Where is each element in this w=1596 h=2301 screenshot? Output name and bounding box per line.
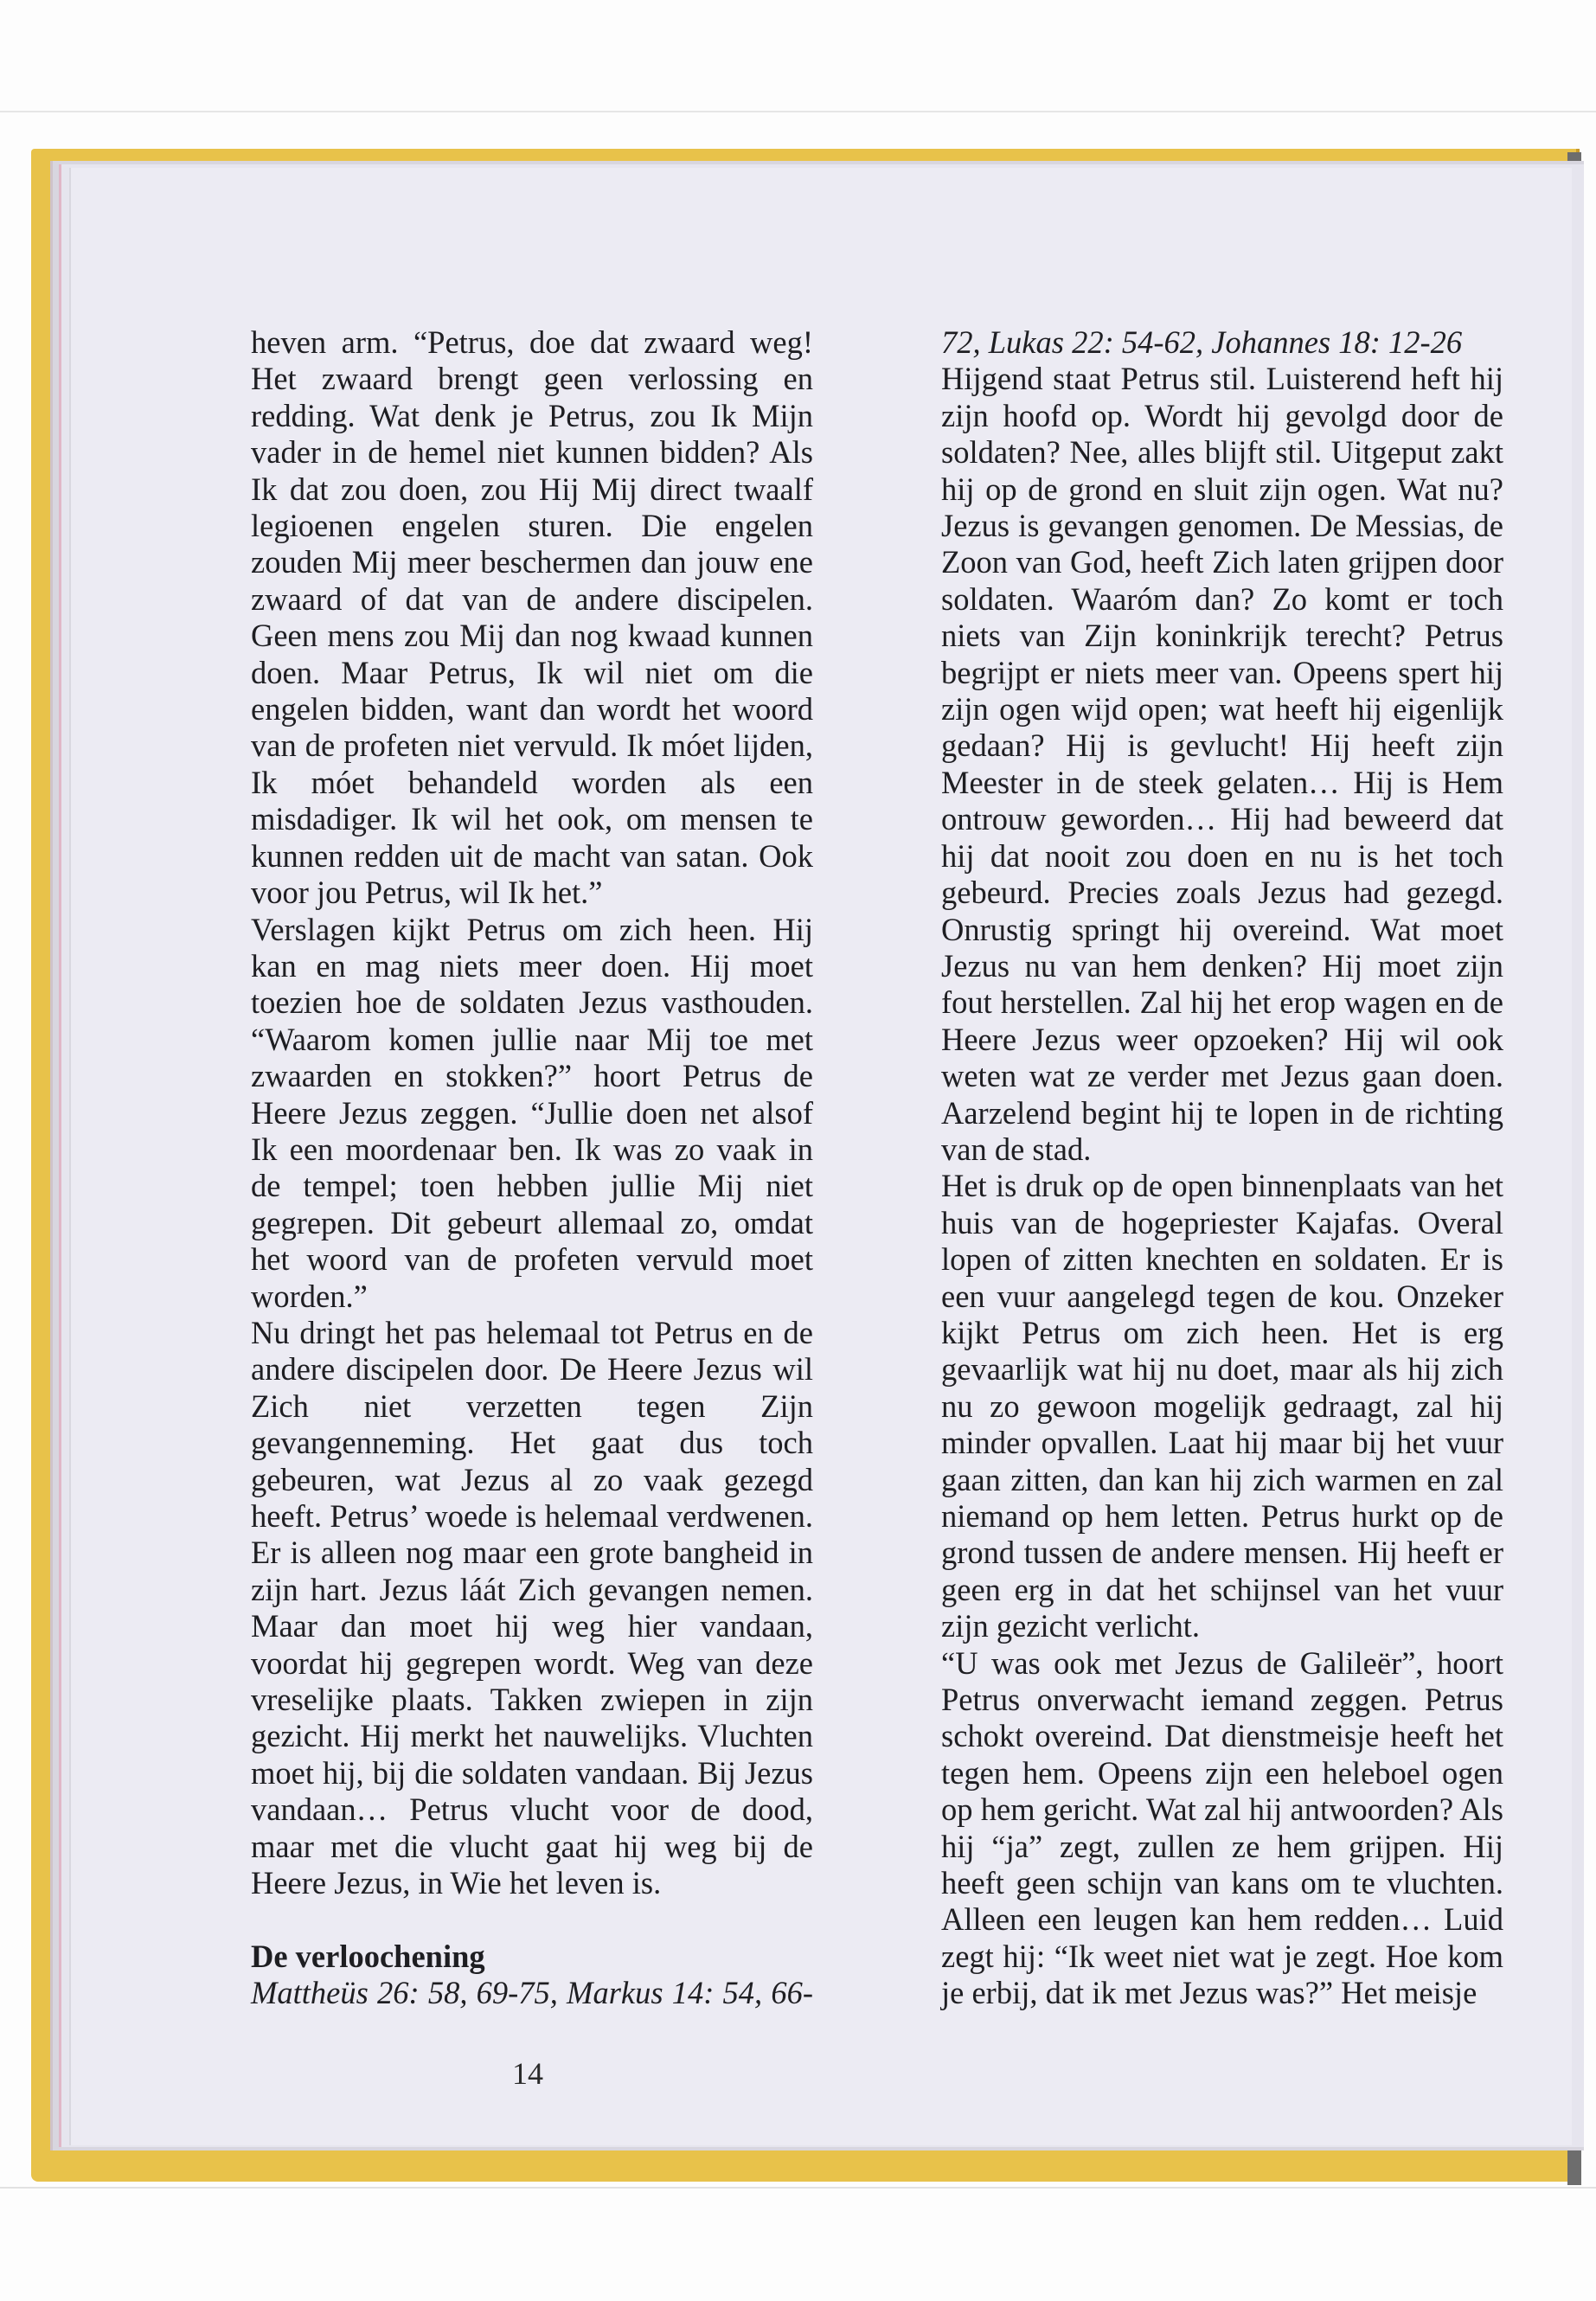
left-paragraph-2: Verslagen kijkt Petrus om zich heen. Hij kan en mag niets meer doen. Hij moet toezien hoe de soldaten Jezus vasthouden. “Waarom komen jullie naar Mij toe met zwaarden en stokken?” hoort Petrus de Heere Jezus zeggen. “Jullie doen net alsof Ik een moordenaar ben. Ik was zo vaak in de tempel; toen hebben jullie Mij niet gegrepen. Dit gebeurt allemaal zo, omdat het woord van de profeten vervuld moet worden.” xyxy=(251,911,813,1314)
scripture-reference-end: 72, Lukas 22: 54-62, Johannes 18: 12-26 xyxy=(941,324,1463,360)
scan-bottom-edge xyxy=(0,2187,1596,2189)
left-paragraph-1: heven arm. “Petrus, doe dat zwaard weg! Het zwaard brengt geen verlossing en redding. Wat denk je Petrus, zou Ik Mijn vader in de hemel niet kunnen bidden? Als Ik dat zou doen, zou Hij Mij direct twaalf legioenen engelen sturen. Die engelen zouden Mij meer beschermen dan jouw ene zwaard of dat van de andere discipelen. Geen mens zou Mij dan nog kwaad kunnen doen. Maar Petrus, Ik wil niet om die engelen bidden, want dan wordt het woord van de profeten niet vervuld. Ik móet lijden, Ik móet behandeld worden als een misdadiger. Ik wil het ook, om mensen te kunnen redden uit de macht van satan. Ook voor jou Petrus, wil Ik het.” xyxy=(251,324,813,911)
right-paragraph-3: “U was ook met Jezus de Galileër”, hoort Petrus onverwacht iemand zeggen. Petrus schokt overeind. Dat dienstmeisje heeft het tegen hem. Opeens zijn een heleboel ogen op hem gericht. Wat zal hij antwoorden? Als hij “ja” zegt, zullen ze hem grijpen. Hij heeft geen schijn van kans om te vluchten. Alleen een leugen kan hem redden… Luid zegt hij: “Ik weet niet wat je zegt. Hoe kom je erbij, dat ik met Jezus was?” Het meisje xyxy=(941,1644,1503,2011)
page-number: 14 xyxy=(512,2056,543,2091)
left-paragraph-3: Nu dringt het pas helemaal tot Petrus en de andere discipelen door. De Heere Jezus wil Zich niet verzetten tegen Zijn gevangenneming. Het gaat dus toch gebeuren, wat Jezus al zo vaak gezegd heeft. Petrus’ woede is helemaal verdwenen. Er is alleen nog maar een grote bangheid in zijn hart. Jezus láát Zich gevangen nemen. Maar dan moet hij weg hier vandaan, voordat hij gegrepen wordt. Weg van deze vreselijke plaats. Takken zwiepen in zijn gezicht. Hij merkt het nauwelijks. Vluchten moet hij, bij die soldaten vandaan. Bij Jezus vandaan… Petrus vlucht voor de dood, maar met die vlucht gaat hij weg bij de Heere Jezus, in Wie het leven is. xyxy=(251,1314,813,1901)
section-heading: De verloochening xyxy=(251,1938,485,1974)
scripture-reference-start: Mattheüs 26: 58, 69-75, Markus 14: 54, 66- xyxy=(251,1975,813,2011)
right-paragraph-2: Het is druk op de open binnenplaats van het huis van de hogepriester Kajafas. Overal lopen of zitten knechten en soldaten. Er is een vuur aangelegd tegen de kou. Onzeker kijkt Petrus om zich heen. Het is erg gevaarlijk wat hij nu doet, maar als hij zich nu zo gewoon mogelijk gedraagt, zal hij minder opvallen. Laat hij maar bij het vuur gaan zitten, dan kan hij zich warmen en zal niemand op hem letten. Petrus hurkt op de grond tussen de andere mensen. Hij heeft er geen erg in dat het schijnsel van het vuur zijn gezicht verlicht. xyxy=(941,1168,1503,1644)
right-paragraph-1: Hijgend staat Petrus stil. Luisterend heft hij zijn hoofd op. Wordt hij gevolgd door de soldaten? Nee, alles blijft stil. Uitgeput zakt hij op de grond en sluit zijn ogen. Wat nu? Jezus is gevangen genomen. De Messias, de Zoon van God, heeft Zich laten grijpen door soldaten. Waaróm dan? Zo komt er toch niets van Zijn koninkrijk terecht? Petrus begrijpt er niets meer van. Opeens spert hij zijn ogen wijd open; wat heeft hij eigenlijk gedaan? Hij is gevlucht! Hij heeft zijn Meester in de steek gelaten… Hij is Hem ontrouw geworden… Hij had beweerd dat hij dat nooit zou doen en nu is het toch gebeurd. Precies zoals Jezus had gezegd. Onrustig springt hij overeind. Wat moet Jezus nu van hem denken? Hij moet zijn fout herstellen. Zal hij het erop wagen en de Heere Jezus weer opzoeken? Hij wil ook weten wat ze verder met Jezus gaan doen. Aarzelend begint hij te lopen in de richting van de stad. xyxy=(941,361,1503,1167)
scan-top-edge xyxy=(0,111,1596,112)
left-text-column xyxy=(251,324,813,2012)
right-text-column xyxy=(941,324,1503,2012)
